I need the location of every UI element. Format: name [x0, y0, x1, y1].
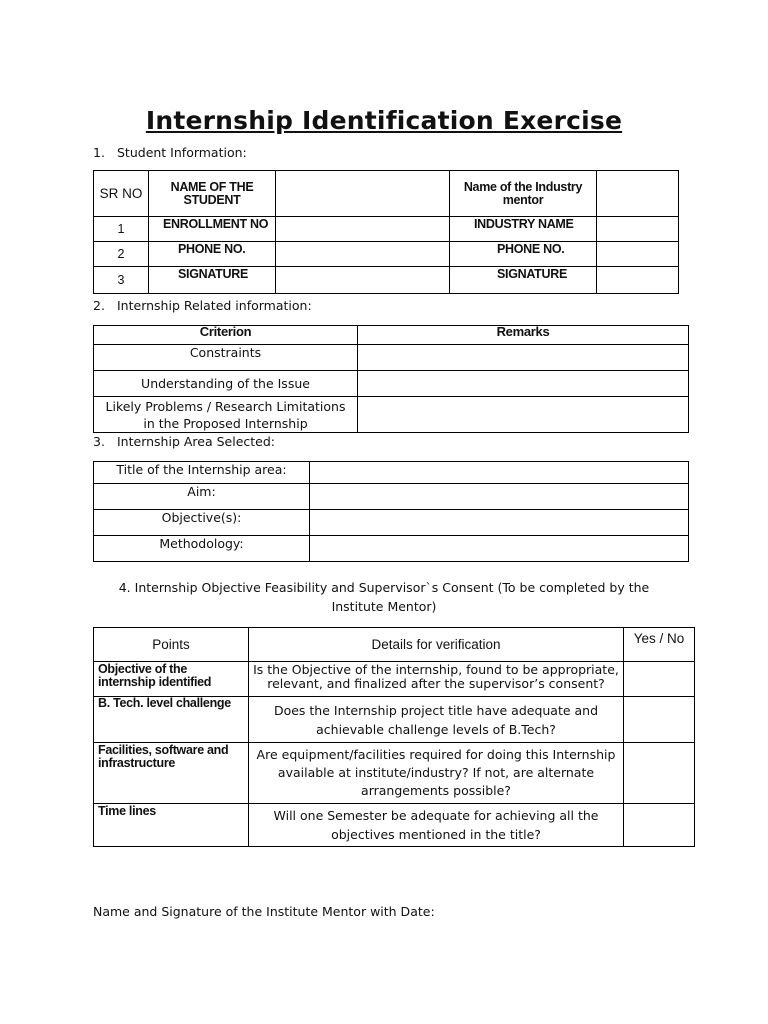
mentor-signature-line: Name and Signature of the Institute Mentor with Date:	[93, 904, 435, 919]
section-3-heading	[93, 434, 275, 449]
industry-name-label: INDUSTRY NAME	[450, 217, 597, 242]
header-details: Details for verification	[249, 628, 624, 662]
enrollment-label: ENROLLMENT NO	[149, 217, 276, 242]
student-info-table	[93, 170, 679, 294]
industry-name-field[interactable]	[597, 217, 679, 242]
area-title-label: Title of the Internship area:	[94, 462, 310, 484]
header-industry-mentor: Name of the Industry mentor	[450, 171, 597, 217]
area-objectives-field[interactable]	[310, 510, 689, 536]
section-1-heading	[93, 145, 247, 160]
header-criterion: Criterion	[94, 326, 358, 345]
section-2-label: Internship Related information:	[117, 298, 312, 313]
area-aim-field[interactable]	[310, 484, 689, 510]
point-challenge: B. Tech. level challenge	[94, 697, 249, 743]
detail-time-lines: Will one Semester be adequate for achieving all the objectives mentioned in the title?	[249, 804, 624, 847]
phone-field[interactable]	[276, 242, 450, 267]
section-1-label: Student Information:	[117, 145, 247, 160]
yes-no-field[interactable]	[624, 804, 695, 847]
section-3-number: 3.	[93, 434, 105, 449]
detail-challenge: Does the Internship project title have adequate and achievable challenge levels of B.Tech?	[249, 697, 624, 743]
mentor-phone-label: PHONE NO.	[450, 242, 597, 267]
yes-no-field[interactable]	[624, 697, 695, 743]
point-time-lines: Time lines	[94, 804, 249, 847]
mentor-phone-field[interactable]	[597, 242, 679, 267]
mentor-signature-label: SIGNATURE	[450, 267, 597, 294]
verification-table	[93, 627, 695, 847]
mentor-signature-field[interactable]	[597, 267, 679, 294]
remarks-field[interactable]	[358, 397, 689, 433]
document-title: Internship Identification Exercise	[145, 106, 623, 135]
section-4-heading: 4. Internship Objective Feasibility and Supervisor`s Consent (To be completed by the Institute Mentor)	[118, 580, 650, 614]
yes-no-field[interactable]	[624, 743, 695, 804]
remarks-field[interactable]	[358, 345, 689, 371]
signature-label: SIGNATURE	[149, 267, 276, 294]
area-objectives-label: Objective(s):	[94, 510, 310, 536]
industry-mentor-field[interactable]	[597, 171, 679, 217]
area-aim-label: Aim:	[94, 484, 310, 510]
area-table	[93, 461, 689, 562]
criteria-table	[93, 325, 689, 433]
signature-field[interactable]	[276, 267, 450, 294]
area-methodology-field[interactable]	[310, 536, 689, 562]
point-facilities: Facilities, software and infrastructure	[94, 743, 249, 804]
header-remarks: Remarks	[358, 326, 689, 345]
area-methodology-label: Methodology:	[94, 536, 310, 562]
area-title-field[interactable]	[310, 462, 689, 484]
point-objective: Objective of the internship identified	[94, 662, 249, 697]
sr-cell: 3	[94, 267, 149, 294]
enrollment-field[interactable]	[276, 217, 450, 242]
remarks-field[interactable]	[358, 371, 689, 397]
detail-objective: Is the Objective of the internship, found to be appropriate, relevant, and finalized after the supervisor’s consent?	[249, 662, 624, 697]
header-yes-no: Yes / No	[624, 628, 695, 662]
header-sr-no: SR NO	[94, 171, 149, 217]
phone-label: PHONE NO.	[149, 242, 276, 267]
yes-no-field[interactable]	[624, 662, 695, 697]
sr-cell: 1	[94, 217, 149, 242]
section-2-heading	[93, 298, 312, 313]
sr-cell: 2	[94, 242, 149, 267]
section-2-number: 2.	[93, 298, 105, 313]
header-student-name: NAME OF THE STUDENT	[149, 171, 276, 217]
criterion-understanding: Understanding of the Issue	[94, 371, 358, 397]
section-3-label: Internship Area Selected:	[117, 434, 275, 449]
section-1-number: 1.	[93, 145, 105, 160]
criterion-likely-problems: Likely Problems / Research Limitations in the Proposed Internship	[94, 397, 358, 433]
criterion-constraints: Constraints	[94, 345, 358, 371]
student-name-field[interactable]	[276, 171, 450, 217]
header-points: Points	[94, 628, 249, 662]
detail-facilities: Are equipment/facilities required for doing this Internship available at institute/industry? If not, are alternate arrangements possible?	[249, 743, 624, 804]
